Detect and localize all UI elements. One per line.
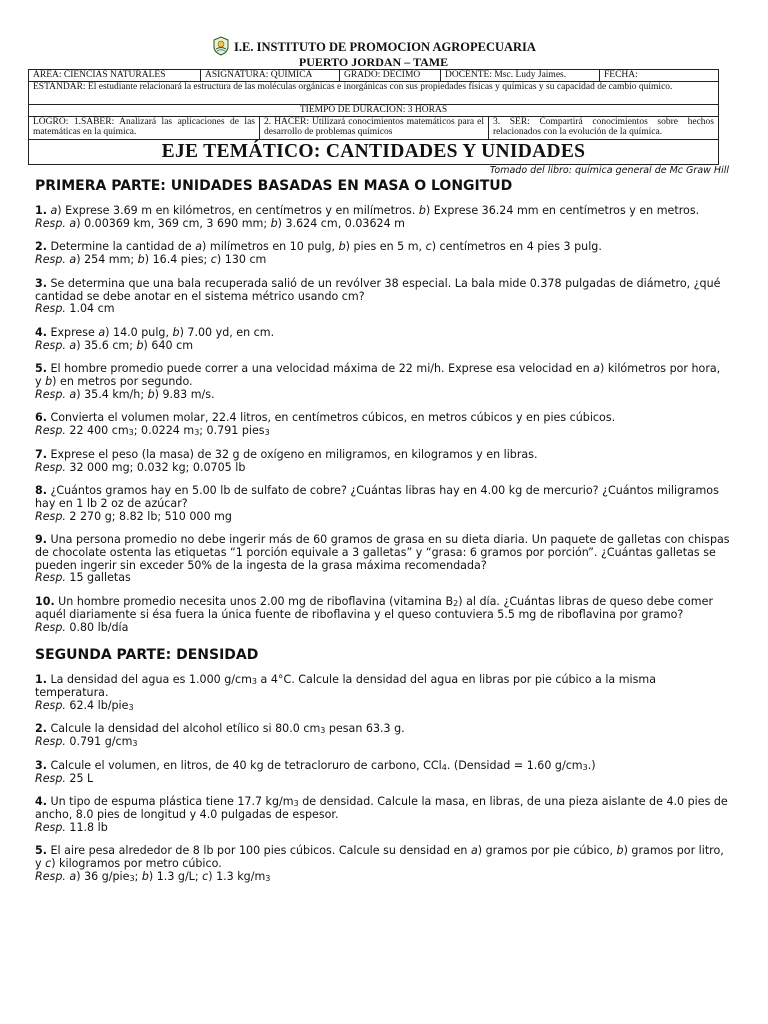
logro-saber: LOGRO: 1.SABER: Analizará las aplicaciones de las matemáticas en la química. xyxy=(29,117,260,140)
problem-item xyxy=(35,412,730,437)
problem-item xyxy=(35,327,730,352)
answer-line: Resp. a) 254 mm; b) 16.4 pies; c) 130 cm xyxy=(35,253,267,267)
problem-item xyxy=(35,796,730,834)
school-title xyxy=(28,36,719,56)
answer-line: Resp. a) 35.4 km/h; b) 9.83 m/s. xyxy=(35,387,215,401)
answer-line: Resp. 22 400 $cm_3$; 0.0224 $m_3$; 0.791 pies$_3$ xyxy=(35,424,270,438)
asignatura-cell: ASIGNATURA: QUIMICA xyxy=(201,70,340,82)
problem-item xyxy=(35,534,730,585)
problem-number: 3. xyxy=(35,276,47,290)
answer-line: Resp. 15 galletas xyxy=(35,571,131,585)
section-title: PRIMERA PARTE: UNIDADES BASADAS EN MASA O LONGITUD xyxy=(35,178,513,194)
answer-line: Resp. 2 270 g; 8.82 lb; 510 000 mg xyxy=(35,509,232,523)
problem-text: 10. Un hombre promedio necesita unos 2.00 mg de riboflavina (vitamina $B_2$) al día. ¿Cuántas libras de queso debe comer aquél diariamente si ésa fuera la única fuente de riboflavina y el queso contuviera 5.5 mg de riboflavina por gramo? xyxy=(35,595,714,621)
problem-text: 3. Calcule el volumen, en litros, de 40 kg de tetracloruro de carbono, CCl$_4$. (Densidad = 1.60 $g/cm_3$.) xyxy=(35,758,596,772)
answer-line: Resp. 62.4 lb/pie$_3$ xyxy=(35,698,134,712)
problem-number: 2. xyxy=(35,240,47,254)
problem-text: 8. ¿Cuántos gramos hay en 5.00 lb de sulfato de cobre? ¿Cuántas libras hay en 4.00 kg de mercurio? ¿Cuántos miligramos hay en 1 lb 2 oz de azúcar? xyxy=(35,484,719,510)
exercise-content xyxy=(35,178,730,883)
problem-text: 6. Convierta el volumen molar, 22.4 litros, en centímetros cúbicos, en metros cúbicos y en pies cúbicos. xyxy=(35,411,616,425)
problem-text: 4. Exprese a) 14.0 pulg, b) 7.00 yd, en cm. xyxy=(35,325,275,339)
grado-cell: GRADO: DECIMO xyxy=(340,70,441,82)
problem-text: 1. a) Exprese 3.69 m en kilómetros, en centímetros y en milímetros. b) Exprese 36.24 mm en centímetros y en metros. xyxy=(35,204,700,217)
problem-text: 5. El aire pesa alrededor de 8 lb por 100 pies cúbicos. Calcule su densidad en a) gramos por pie cúbico, b) gramos por litro, y c) kilogramos por metro cúbico. xyxy=(35,844,724,871)
answer-line: Resp. 32 000 mg; 0.032 kg; 0.0705 lb xyxy=(35,460,246,474)
problem-item xyxy=(35,760,730,785)
problem-number: 8. xyxy=(35,484,47,498)
problem-number: 2. xyxy=(35,722,47,736)
answer-line: Resp. a) 0.00369 km, 369 cm, 3 690 mm; b) 3.624 cm, 0.03624 m xyxy=(35,216,405,230)
problem-item xyxy=(35,363,730,401)
problem-item xyxy=(35,278,730,316)
problem-number: 6. xyxy=(35,411,47,425)
problem-text: 7. Exprese el peso (la masa) de 32 g de oxígeno en miligramos, en kilogramos y en libras. xyxy=(35,447,538,461)
answer-line: Resp. a) 35.6 cm; b) 640 cm xyxy=(35,338,194,352)
problem-item xyxy=(35,723,730,748)
answer-line: Resp. 25 L xyxy=(35,771,94,785)
problem-text: 5. El hombre promedio puede correr a una velocidad máxima de 22 mi/h. Exprese esa velocidad en a) kilómetros por hora, y b) en metros por segundo. xyxy=(35,362,721,389)
school-name: I.E. INSTITUTO DE PROMOCION AGROPECUARIA xyxy=(234,40,536,54)
problem-item xyxy=(35,241,730,266)
answer-line: Resp. 11.8 lb xyxy=(35,820,108,834)
problem-number: 1. xyxy=(35,204,47,217)
logro-table xyxy=(28,116,719,140)
problem-number: 10. xyxy=(35,595,55,609)
problem-number: 4. xyxy=(35,795,47,809)
problem-text: 9. Una persona promedio no debe ingerir más de 60 gramos de grasa en su dieta diaria. Un paquete de galletas con chispas de chocolate ostenta las etiquetas “1 porción equivale a 3 galletas” y “grasa: 6 gramos por porción”. ¿Cuántas galletas se pueden ingerir sin exceder 50% de la ingesta de la grasa máxima recomendada? xyxy=(35,533,730,572)
info-table xyxy=(28,69,719,117)
problem-item xyxy=(35,449,730,474)
problem-item xyxy=(35,674,730,712)
problem-text: 1. La densidad del agua es 1.000 $g/cm_3$ a 4°C. Calcule la densidad del agua en libras por pie cúbico a la misma temperatura. xyxy=(35,673,657,699)
document-header xyxy=(28,36,719,165)
problem-text: 2. Determine la cantidad de a) milímetros en 10 pulg, b) pies en 5 m, c) centímetros en 4 pies 3 pulg. xyxy=(35,240,602,254)
problem-item xyxy=(35,596,730,634)
logro-ser: 3. SER: Compartirá conocimientos sobre hechos relacionados con la evolución de la química. xyxy=(489,117,719,140)
answer-line: Resp. 0.80 lb/día xyxy=(35,620,129,634)
docente-cell: DOCENTE: Msc. Ludy Jaimes. xyxy=(441,70,600,82)
problem-number: 4. xyxy=(35,325,47,339)
school-location: PUERTO JORDAN – TAME xyxy=(298,55,449,69)
logro-hacer: 2. HACER: Utilizará conocimientos matemáticos para el desarrollo de problemas químicos xyxy=(260,117,489,140)
problem-number: 9. xyxy=(35,533,47,547)
area-cell: AREA: CIENCIAS NATURALES xyxy=(29,70,201,82)
answer-line: Resp. a) 36 g/pie$_3$; b) 1.3 g/L; c) 1.3 $kg/m_3$ xyxy=(35,869,271,883)
school-crest-icon xyxy=(211,36,231,56)
tiempo-cell: TIEMPO DE DURACION: 3 HORAS xyxy=(29,105,719,117)
problem-number: 1. xyxy=(35,673,47,687)
problem-number: 7. xyxy=(35,447,47,461)
problem-item xyxy=(35,845,730,883)
problem-number: 5. xyxy=(35,844,47,858)
problem-text: 2. Calcule la densidad del alcohol etílico si 80.0 $cm_3$ pesan 63.3 g. xyxy=(35,722,405,736)
problem-text: 3. Se determina que una bala recuperada salió de un revólver 38 especial. La bala mide 0.378 pulgadas de diámetro, ¿qué cantidad se debe anotar en el sistema métrico usando cm? xyxy=(35,276,721,303)
section-title: SEGUNDA PARTE: DENSIDAD xyxy=(35,647,259,664)
eje-tematico-title: EJE TEMÁTICO: CANTIDADES Y UNIDADES xyxy=(28,140,719,165)
problem-number: 3. xyxy=(35,758,47,772)
problem-item xyxy=(35,205,730,230)
problem-text: 4. Un tipo de espuma plástica tiene 17.7 $kg/m_3$ de densidad. Calcule la masa, en libras, de una pieza aislante de 4.0 pies de ancho, 8.0 pies de longitud y 4.0 pulgadas de espesor. xyxy=(35,795,728,821)
problem-number: 5. xyxy=(35,362,47,376)
problem-item xyxy=(35,485,730,523)
answer-line: Resp. 1.04 cm xyxy=(35,302,115,316)
answer-line: Resp. 0.791 $g/cm_3$ xyxy=(35,735,138,749)
source-note: Tomado del libro: química general de Mc Graw Hill xyxy=(489,165,729,176)
estandar-cell: ESTANDAR: El estudiante relacionará la estructura de las moléculas orgánicas e inorgánicas con sus propiedades físicas y químicas y su capacidad de cambio químico. xyxy=(29,82,719,105)
fecha-cell: FECHA: xyxy=(600,70,719,82)
